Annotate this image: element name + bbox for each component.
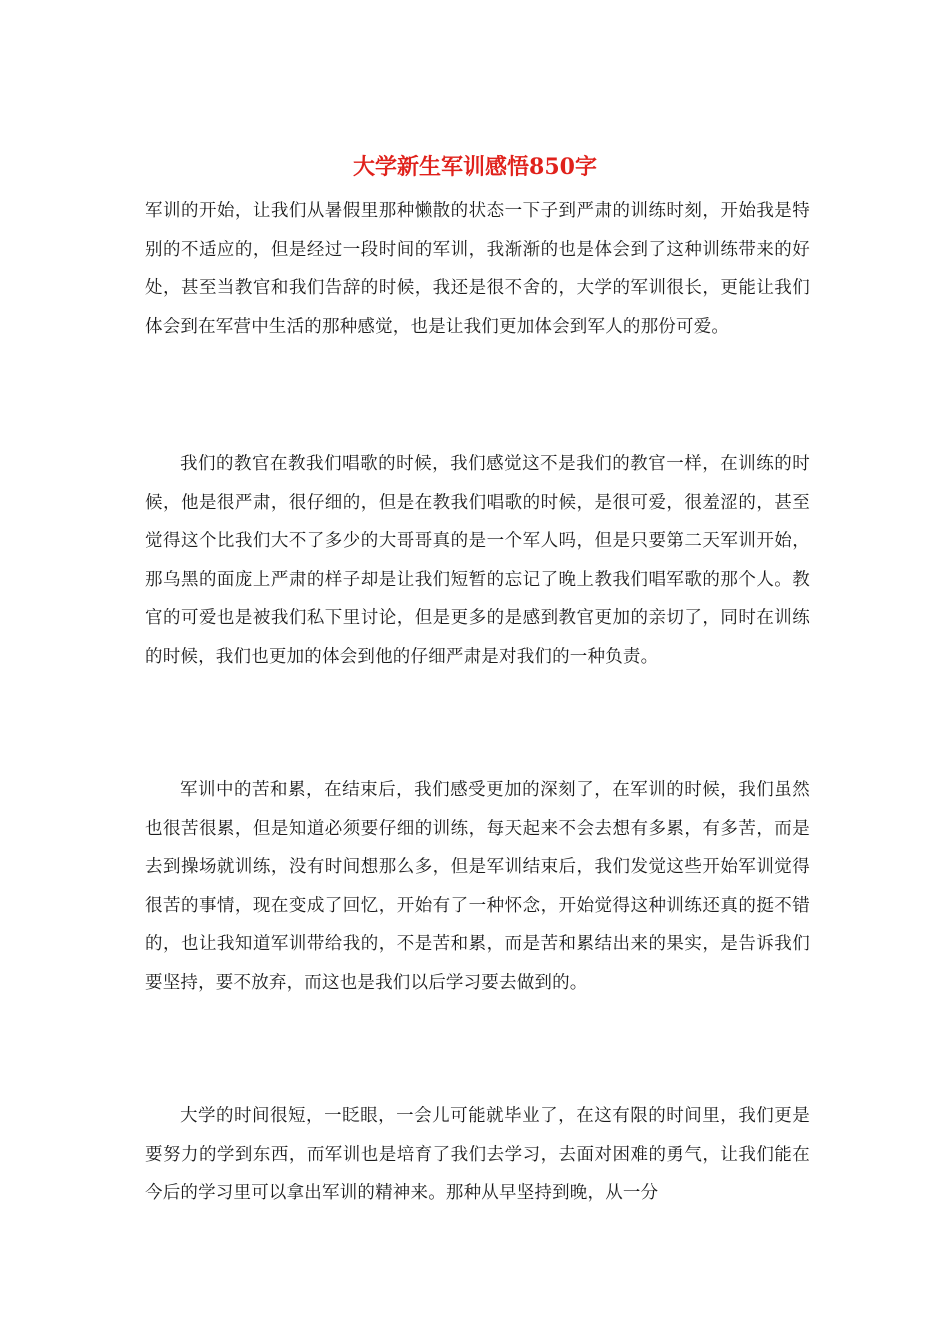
paragraph-1: 军训的开始，让我们从暑假里那种懒散的状态一下子到严肃的训练时刻，开始我是特别的不适应的，但是经过一段时间的军训，我渐渐的也是体会到了这种训练带来的好处，甚至当教官和我们告辞的时候，我还是很不舍的，大学的军训很长，更能让我们体会到在军营中生活的那种感觉，也是让我们更加体会到军人的那份可爱。 — [145, 201, 810, 337]
paragraph-2: 我们的教官在教我们唱歌的时候，我们感觉这不是我们的教官一样，在训练的时候，他是很严肃，很仔细的，但是在教我们唱歌的时候，是很可爱，很羞涩的，甚至觉得这个比我们大不了多少的大哥哥真的是一个军人吗，但是只要第二天军训开始，那乌黑的面庞上严肃的样子却是让我们短暂的忘记了晚上教我们唱军歌的那个人。教官的可爱也是被我们私下里讨论，但是更多的是感到教官更加的亲切了，同时在训练的时候，我们也更加的体会到他的仔细严肃是对我们的一种负责。 — [145, 454, 810, 667]
document-title: 大学新生军训感悟850字 — [353, 154, 597, 180]
paragraph-4: 大学的时间很短，一眨眼，一会儿可能就毕业了，在这有限的时间里，我们更是要努力的学到东西，而军训也是培育了我们去学习，去面对困难的勇气，让我们能在今后的学习里可以拿出军训的精神来。那种从早坚持到晚，从一分 — [145, 1106, 810, 1203]
paragraph-3: 军训中的苦和累，在结束后，我们感受更加的深刻了，在军训的时候，我们虽然也很苦很累，但是知道必须要仔细的训练，每天起来不会去想有多累，有多苦，而是去到操场就训练，没有时间想那么多，但是军训结束后，我们发觉这些开始军训觉得很苦的事情，现在变成了回忆，开始有了一种怀念，开始觉得这种训练还真的挺不错的，也让我知道军训带给我的，不是苦和累，而是苦和累结出来的果实，是告诉我们要坚持，要不放弃，而这也是我们以后学习要去做到的。 — [145, 780, 810, 993]
